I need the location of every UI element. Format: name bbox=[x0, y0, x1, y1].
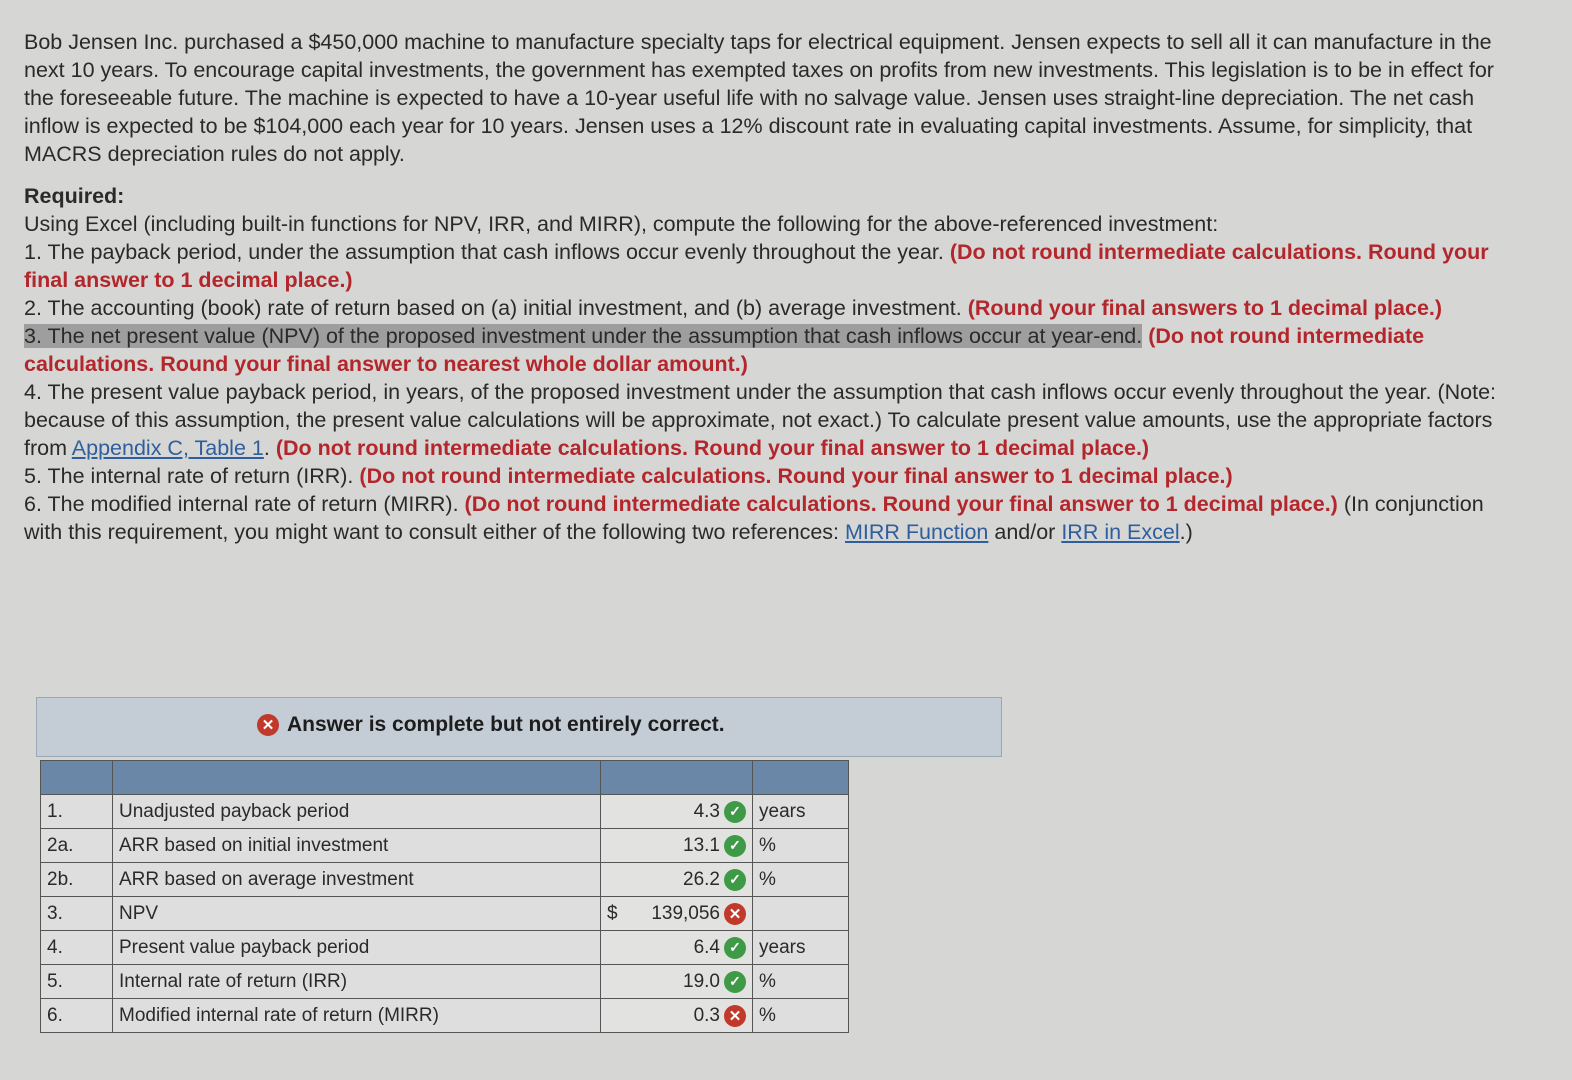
table-row bbox=[41, 863, 849, 897]
mirr-function-link[interactable]: MIRR Function bbox=[845, 520, 989, 544]
row-number: 3. bbox=[41, 897, 113, 931]
requirement-6 bbox=[24, 490, 1504, 546]
x-circle-icon: ✕ bbox=[257, 714, 279, 736]
table-row bbox=[41, 965, 849, 999]
check-circle-icon: ✓ bbox=[724, 835, 746, 857]
answer-input[interactable]: 0.3 bbox=[693, 1004, 720, 1026]
row-label: Modified internal rate of return (MIRR) bbox=[113, 999, 601, 1033]
answer-input[interactable]: 4.3 bbox=[693, 800, 720, 822]
row-number: 6. bbox=[41, 999, 113, 1033]
row-unit: % bbox=[753, 863, 849, 897]
check-circle-icon: ✓ bbox=[724, 801, 746, 823]
row-unit: years bbox=[753, 795, 849, 829]
x-circle-icon: ✕ bbox=[724, 903, 746, 925]
answer-cell bbox=[601, 999, 753, 1033]
answer-cell bbox=[601, 965, 753, 999]
row-number: 5. bbox=[41, 965, 113, 999]
header-cell-value bbox=[601, 761, 753, 795]
check-circle-icon: ✓ bbox=[724, 937, 746, 959]
requirement-6-and: and/or bbox=[994, 520, 1056, 544]
table-row bbox=[41, 897, 849, 931]
row-label: ARR based on initial investment bbox=[113, 829, 601, 863]
requirement-6-note: (Do not round intermediate calculations. Round your final answer to 1 decimal place.) bbox=[464, 492, 1338, 516]
row-number: 2a. bbox=[41, 829, 113, 863]
requirement-2 bbox=[24, 294, 1504, 322]
table-row bbox=[41, 829, 849, 863]
answer-input[interactable]: 6.4 bbox=[693, 936, 720, 958]
row-unit bbox=[753, 897, 849, 931]
requirement-2-note: (Round your final answers to 1 decimal place.) bbox=[967, 296, 1443, 320]
header-cell-unit bbox=[753, 761, 849, 795]
check-circle-icon: ✓ bbox=[724, 971, 746, 993]
row-number: 2b. bbox=[41, 863, 113, 897]
requirement-4-note: (Do not round intermediate calculations. Round your final answer to 1 decimal place.) bbox=[275, 436, 1150, 460]
answer-cell bbox=[601, 795, 753, 829]
required-title: Required: bbox=[24, 184, 125, 208]
table-row bbox=[41, 795, 849, 829]
requirement-6-text: 6. The modified internal rate of return (MIRR). bbox=[24, 492, 459, 516]
requirement-5-text: 5. The internal rate of return (IRR). bbox=[24, 464, 354, 488]
requirement-4-text: 4. The present value payback period, in years, of the proposed investment under the assumption that cash inflows occur evenly throughout the year. (Note: because of this assumption, the present value calculations will be approximate, not exact.) To calculate present value amounts, use the appropriate factors from bbox=[24, 380, 1497, 460]
row-label: ARR based on average investment bbox=[113, 863, 601, 897]
requirement-1 bbox=[24, 238, 1504, 294]
row-unit: % bbox=[753, 965, 849, 999]
answer-input[interactable]: 139,056 bbox=[651, 902, 720, 924]
irr-in-excel-link[interactable]: IRR in Excel bbox=[1061, 520, 1180, 544]
table-row bbox=[41, 999, 849, 1033]
requirement-3-text: 3. The net present value (NPV) of the proposed investment under the assumption that cash inflows occur at year-end. bbox=[24, 324, 1143, 348]
row-label: Present value payback period bbox=[113, 931, 601, 965]
check-circle-icon: ✓ bbox=[724, 869, 746, 891]
header-cell-label bbox=[113, 761, 601, 795]
feedback-banner bbox=[36, 697, 1002, 757]
requirement-2-text: 2. The accounting (book) rate of return based on (a) initial investment, and (b) average investment. bbox=[24, 296, 962, 320]
answer-input[interactable]: 19.0 bbox=[683, 970, 720, 992]
requirement-6-tail: (In conjunction with this requirement, you might want to consult either of the following two references: bbox=[24, 492, 1484, 544]
requirement-5-note: (Do not round intermediate calculations. Round your final answer to 1 decimal place.) bbox=[359, 464, 1233, 488]
problem-statement bbox=[24, 28, 1504, 546]
row-number: 4. bbox=[41, 931, 113, 965]
row-label: NPV bbox=[113, 897, 601, 931]
requirement-3-note: (Do not round intermediate calculations. Round your final answer to nearest whole dollar amount.) bbox=[24, 324, 1425, 376]
appendix-c-table-1-link[interactable]: Appendix C, Table 1 bbox=[71, 436, 264, 460]
row-label: Unadjusted payback period bbox=[113, 795, 601, 829]
row-unit: % bbox=[753, 999, 849, 1033]
answer-input[interactable]: 26.2 bbox=[683, 868, 720, 890]
answer-cell bbox=[601, 829, 753, 863]
row-label: Internal rate of return (IRR) bbox=[113, 965, 601, 999]
answer-cell bbox=[601, 863, 753, 897]
problem-intro: Bob Jensen Inc. purchased a $450,000 machine to manufacture specialty taps for electrical equipment. Jensen expects to sell all it can manufacture in the next 10 years. To encourage capital investments, the government has exempted taxes on profits from new investments. This legislation is to be in effect for the foreseeable future. The machine is expected to have a 10-year useful life with no salvage value. Jensen uses straight-line depreciation. The net cash inflow is expected to be $104,000 each year for 10 years. Jensen uses a 12% discount rate in evaluating capital investments. Assume, for simplicity, that MACRS depreciation rules do not apply. bbox=[24, 30, 1494, 166]
requirement-4 bbox=[24, 378, 1504, 462]
row-number: 1. bbox=[41, 795, 113, 829]
table-row bbox=[41, 931, 849, 965]
requirement-1-note: (Do not round intermediate calculations. Round your final answer to 1 decimal place.) bbox=[24, 240, 1489, 292]
requirement-1-text: 1. The payback period, under the assumption that cash inflows occur evenly throughout the year. bbox=[24, 240, 944, 264]
feedback-content bbox=[257, 713, 725, 737]
feedback-message: Answer is complete but not entirely correct. bbox=[287, 713, 725, 736]
answer-cell bbox=[601, 931, 753, 965]
requirement-6-end: .) bbox=[1179, 520, 1193, 544]
header-cell-num bbox=[41, 761, 113, 795]
currency-symbol: $ bbox=[607, 903, 618, 924]
answer-cell bbox=[601, 897, 753, 931]
requirement-3 bbox=[24, 322, 1504, 378]
row-unit: % bbox=[753, 829, 849, 863]
row-unit: years bbox=[753, 931, 849, 965]
answer-table bbox=[40, 760, 849, 1033]
required-intro: Using Excel (including built-in functions for NPV, IRR, and MIRR), compute the following for the above-referenced investment: bbox=[24, 212, 1219, 236]
x-circle-icon: ✕ bbox=[724, 1005, 746, 1027]
requirement-5 bbox=[24, 462, 1504, 490]
requirement-4-dot: . bbox=[263, 436, 270, 460]
answer-input[interactable]: 13.1 bbox=[683, 834, 720, 856]
answer-table-header bbox=[41, 761, 849, 795]
